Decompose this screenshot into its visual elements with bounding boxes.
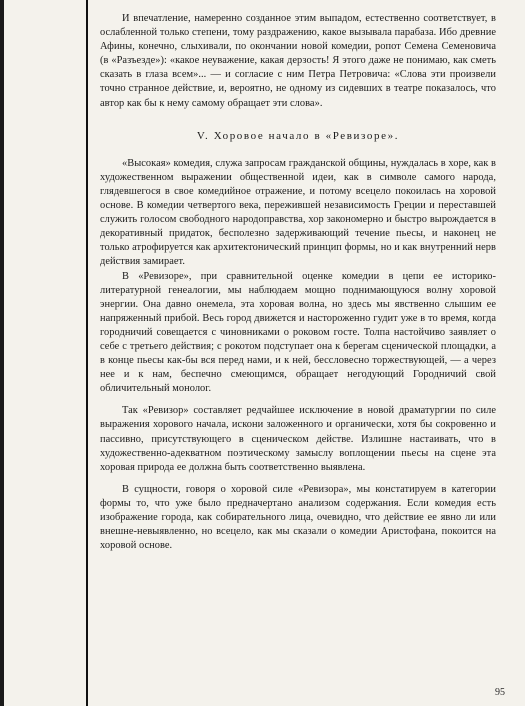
paragraph-3: Так «Ревизор» составляет редчайшее исключение в новой драматургии по силе выражения хорового начала, искони заложенного и органически, хотя бы сокровенно и пассивно, присутствующего в сценическом действе. Излишне настаивать, что в художественно-адекватном поэтическому замыслу воплощении пьесы на сцене эта хоровая природа ее должна быть соответственно выявлена.: [100, 405, 496, 473]
paragraph-intro: И впечатление, намеренно созданное этим выпадом, естественно соответствует, в ослабленной только степени, тому раздражению, какое вызывала парабаза. Ибо древние Афины, конечно, слыхивали, по окончании новой комедии, ропот Семена Семеновича (в «Разъезде»): «какое неуважение, какая дерзость! Я этого даже не понимаю, как сметь сказать в глаза всем»... — и согласие с ним Петра Петровича: «Слова эти произвели точно странное действие, и, вероятно, не одному из сидевших в театре показалось, что автор как бы к нему самому обращает эти слова».: [100, 13, 496, 109]
section-heading: V. Хоровое начало в «Ревизоре».: [196, 129, 400, 142]
gutter-line: [86, 0, 88, 706]
paragraph-gap: [100, 396, 496, 404]
paragraph-4: В сущности, говоря о хоровой силе «Ревизора», мы констатируем в категории формы то, что уже было предначертано анализом содержания. Если комедия есть изображение города, как собирательного лица, очевидно, что действие ее явно ли или внешне-невыявленно, но всецело, как мы сказали о комедии Аристофана, покоится на хоровой основе.: [100, 483, 496, 552]
page-edge-shadow: [0, 0, 4, 706]
page-text: [100, 12, 496, 553]
page-number: 95: [495, 687, 505, 698]
paragraph-2: В «Ревизоре», при сравнительной оценке комедии в цепи ее историко-литературной генеалогии, мы наблюдаем мощно поднимающуюся волну хоровой энергии. Она давно онемела, эта хоровая волна, но здесь мы явственно слышим ее напряженный прибой. Весь город движется и настороженно гудит уже в то время, когда городничий совещается с чиновниками о роковом госте. Толпа настойчиво заявляет о себе с третьего действия; с рокотом подступает она к берегам сценической площадки, а в конце пьесы как-бы вся перед нами, и к ней, бессловесно торжествующей, — а через нее и к нам, беспечно смеющимся, обращает негодующий Городничий свой обличительный монолог.: [100, 270, 496, 395]
paragraph-gap: [100, 475, 496, 483]
paragraph-1: «Высокая» комедия, служа запросам гражданской общины, нуждалась в хоре, как в художественном выражении общественной идеи, как в символе самого народа, глядевшегося в свое комедийное отражение, и потому всецело покоилась на хоровой основе. В комедии четвертого века, пережившей независимость Греции и переставшей служить голосом свободного народоправства, хор закономерно и быстро вырождается в декоративный придаток, бесполезно задерживающий течение пьесы, и наконец не только атрофируется как архитектонический принцип формы, но и как внутренний нерв действия замирает.: [100, 157, 496, 268]
